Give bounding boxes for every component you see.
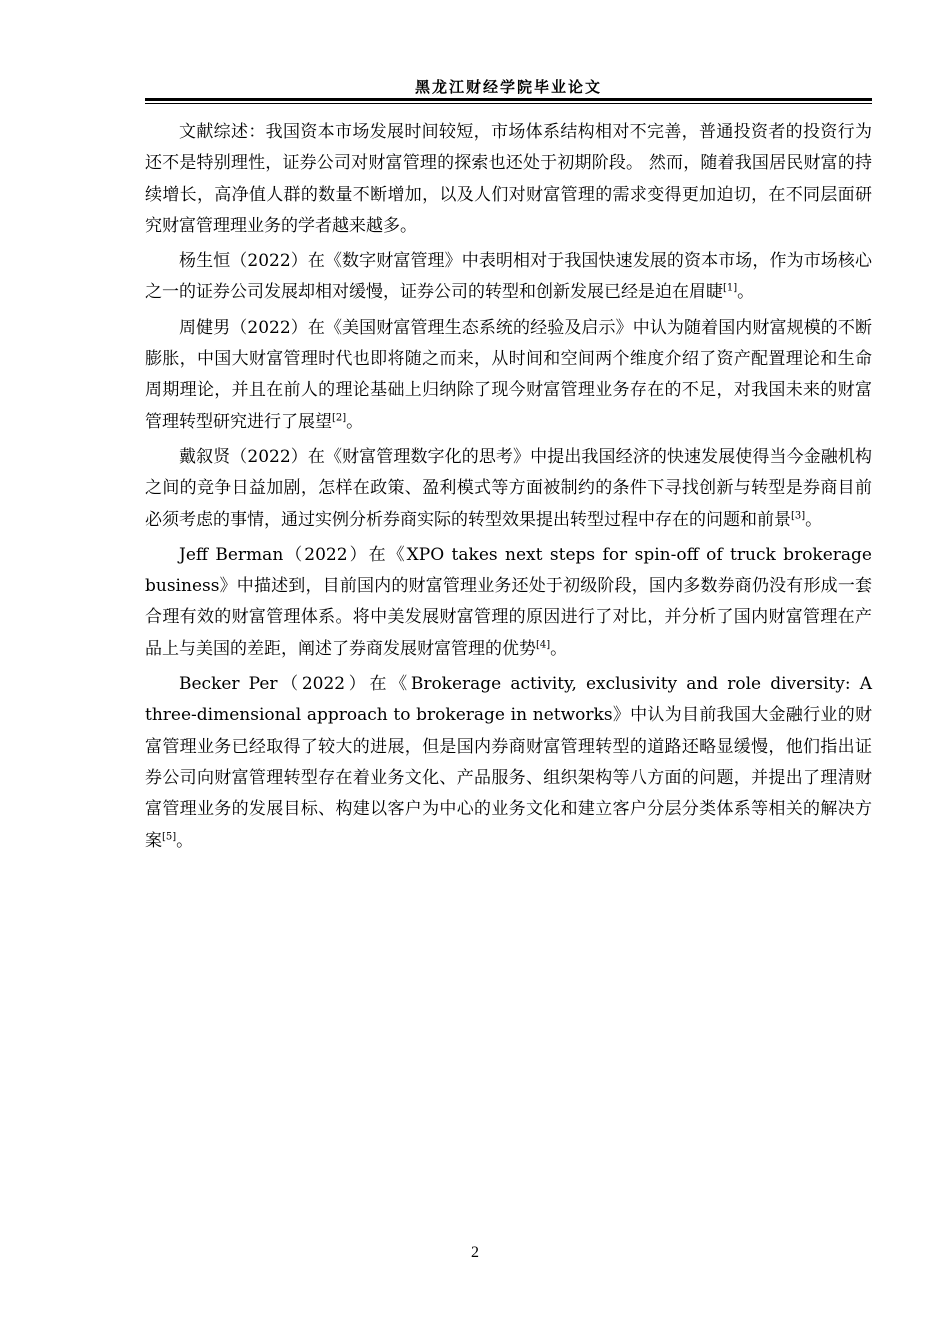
citation-ref: [5] [162, 830, 177, 842]
paragraph-tail: 。 [176, 830, 194, 851]
citation-ref: [2] [332, 412, 347, 424]
paragraph-zhou [145, 313, 872, 438]
header-rule-thick [145, 98, 872, 101]
paragraph-yang [145, 246, 872, 309]
document-body [145, 117, 872, 861]
paragraph-text: 杨生恒（2022）在《数字财富管理》中表明相对于我国快速发展的资本市场，作为市场核心之一的证券公司发展却相对缓慢，证券公司的转型和创新发展已经是迫在眉睫 [145, 251, 872, 303]
paragraph-text: Jeff Berman（2022）在《XPO takes next steps for spin-off of truck brokerage business》中描述到，目前国内的财富管理业务还处于初级阶段，国内多数券商仍没有形成一套合理有效的财富管理体系。将中美发展财富管理的原因进行了对比，并分析了国内财富管理在产品上与美国的差距，阐述了券商发展财富管理的优势 [145, 544, 872, 659]
citation-ref: [4] [536, 639, 551, 651]
paragraph-tail: 。 [346, 411, 364, 432]
header-rule-thin [145, 103, 872, 104]
paragraph-tail: 。 [550, 638, 568, 659]
citation-ref: [1] [723, 282, 738, 294]
paragraph-text: Becker Per（2022）在《Brokerage activity, exclusivity and role diversity: A three-dimensional approach to brokerage in networks》中认为目前我国大金融行业的财富管理业务已经取得了较大的进展，但是国内券商财富管理转型的道路还略显缓慢，他们指出证券公司向财富管理转型存在着业务文化、产品服务、组织架构等八方面的问题，并提出了理清财富管理业务的发展目标、构建以客户为中心的业务文化和建立客户分层分类体系等相关的解决方案 [145, 674, 872, 851]
paragraph-text: 周健男（2022）在《美国财富管理生态系统的经验及启示》中认为随着国内财富规模的不断膨胀，中国大财富管理时代也即将随之而来，从时间和空间两个维度介绍了资产配置理论和生命周期理论，并且在前人的理论基础上归纳除了现今财富管理业务存在的不足，对我国未来的财富管理转型研究进行了展望 [145, 317, 872, 432]
paragraph-tail: 。 [805, 509, 823, 530]
paragraph-tail: 。 [737, 282, 755, 303]
paragraph-text: 文献综述：我国资本市场发展时间较短，市场体系结构相对不完善，普通投资者的投资行为还不是特别理性，证券公司对财富管理的探索也还处于初期阶段。 然而，随着我国居民财富的持续增长，高净值人群的数量不断增加，以及人们对财富管理的需求变得更加迫切，在不同层面研究财富管理理业务的学者越来越多。 [145, 122, 872, 236]
citation-ref: [3] [791, 509, 806, 521]
paragraph-berman [145, 540, 872, 665]
page-header-title: 黑龙江财经学院毕业论文 [414, 78, 602, 96]
paragraph-text: 戴叙贤（2022）在《财富管理数字化的思考》中提出我国经济的快速发展使得当今金融机构之间的竞争日益加剧，怎样在政策、盈利模式等方面被制约的条件下寻找创新与转型是券商目前必须考虑的事情，通过实例分析券商实际的转型效果提出转型过程中存在的问题和前景 [145, 446, 872, 530]
paragraph-literature-review [145, 117, 872, 242]
page-number: 2 [471, 1244, 479, 1261]
paragraph-becker [145, 669, 872, 857]
paragraph-dai [145, 442, 872, 536]
